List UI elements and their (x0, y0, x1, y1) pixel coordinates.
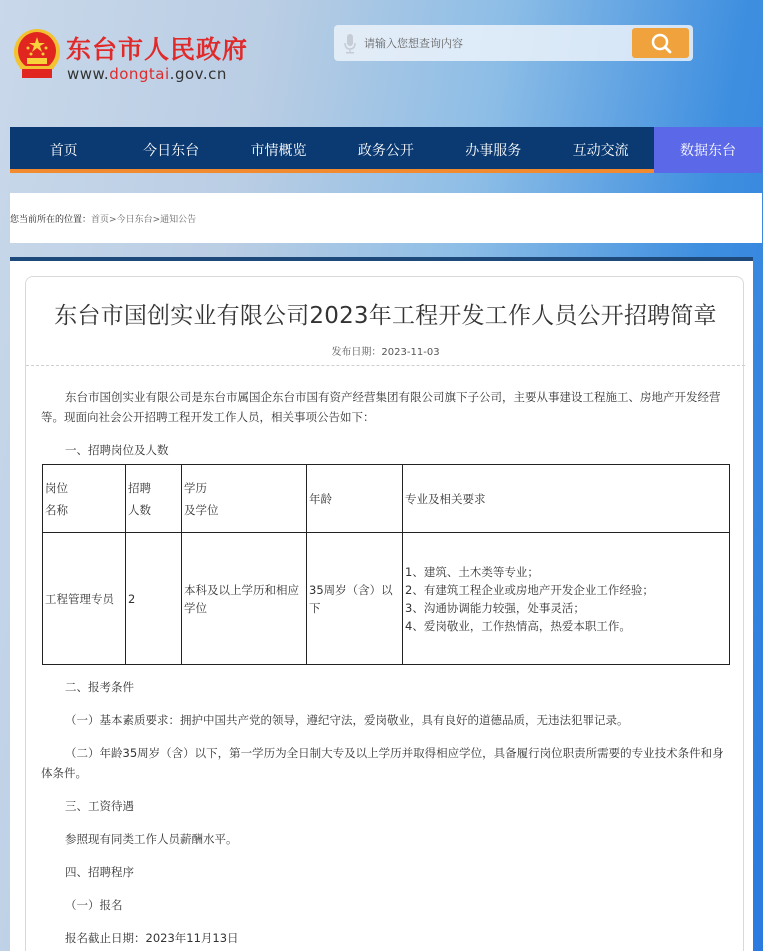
job-table (42, 464, 730, 665)
site-header (0, 0, 763, 127)
cell-education: 本科及以上学历和相应学位 (182, 533, 307, 665)
section-heading: 三、工资待遇 (65, 799, 134, 813)
breadcrumb-sep: > (109, 215, 117, 225)
article-body (41, 387, 731, 951)
condition-paragraph: （二）年龄35周岁（含）以下，第一学历为全日制大专及以上学历并取得相应学位，具备履行岗位职责所需要的专业技术条件和身体条件。 (41, 746, 724, 780)
article-title: 东台市国创实业有限公司2023年工程开发工作人员公开招聘简章 (54, 303, 717, 329)
condition-paragraph: （一）基本素质要求：拥护中国共产党的领导，遵纪守法，爱岗敬业，具有良好的道德品质，无违法犯罪记录。 (65, 713, 629, 727)
search-bar (334, 25, 693, 61)
cell-requirements: 1、建筑、土木类等专业； 2、有建筑工程企业或房地产开发企业工作经验； 3、沟通协调能力较强，处事灵活； 4、爱岗敬业，工作热情高，热爱本职工作。 (403, 533, 730, 665)
national-emblem-icon (12, 28, 62, 82)
intro-paragraph: 东台市国创实业有限公司是东台市属国企东台市国有资产经营集团有限公司旗下子公司，主要从事建设工程施工、房地产开发经营等。现面向社会公开招聘工程开发工作人员，相关事项公告如下： (41, 390, 721, 424)
section-heading: 一、招聘岗位及人数 (65, 443, 169, 457)
site-url (67, 65, 227, 83)
breadcrumb-sep: > (152, 215, 161, 225)
main-nav (10, 127, 762, 173)
url-suffix: .gov.cn (169, 65, 227, 83)
cell-position: 工程管理专员 (43, 533, 126, 665)
cell-count: 2 (126, 533, 182, 665)
nav-item-home[interactable]: 首页 (49, 143, 78, 159)
section-heading: 二、报考条件 (65, 680, 134, 694)
article-body-continued (41, 677, 731, 948)
breadcrumb-today-dongtai[interactable]: 今日东台 (116, 215, 153, 225)
title-divider (26, 365, 745, 366)
breadcrumb-home[interactable]: 首页 (91, 215, 110, 225)
search-icon (650, 32, 672, 54)
publish-date: 发布日期：2023-11-03 (331, 347, 440, 358)
table-header-row (43, 465, 730, 533)
nav-item-interaction[interactable]: 互动交流 (572, 143, 629, 159)
header-cell: 岗位 名称 (43, 465, 126, 533)
header-cell: 专业及相关要求 (403, 465, 730, 533)
search-input[interactable] (364, 25, 624, 61)
header-cell: 招聘 人数 (126, 465, 182, 533)
deadline-paragraph: 报名截止日期：2023年11月13日 (65, 931, 239, 945)
breadcrumb-label: 您当前所在的位置： (10, 215, 92, 225)
url-prefix: www. (67, 65, 110, 83)
search-button[interactable] (632, 28, 689, 58)
cell-age: 35周岁（含）以下 (307, 533, 403, 665)
main-content (10, 257, 753, 951)
nav-item-data-dongtai[interactable]: 数据东台 (654, 127, 761, 173)
header-cell: 年龄 (307, 465, 403, 533)
nav-item-services[interactable]: 办事服务 (465, 143, 522, 159)
nav-item-today-dongtai[interactable]: 今日东台 (143, 143, 200, 159)
nav-item-gov-affairs[interactable]: 政务公开 (357, 143, 414, 159)
article-card (25, 276, 744, 951)
salary-paragraph: 参照现有同类工作人员薪酬水平。 (65, 832, 238, 846)
microphone-icon[interactable] (344, 34, 356, 54)
breadcrumb (10, 193, 762, 243)
subsection-heading: （一）报名 (65, 898, 123, 912)
header-cell: 学历 及学位 (182, 465, 307, 533)
section-heading: 四、招聘程序 (65, 865, 134, 879)
site-title[interactable]: 东台市人民政府 (66, 35, 249, 64)
breadcrumb-notices[interactable]: 通知公告 (160, 215, 197, 225)
nav-item-city-overview[interactable]: 市情概览 (250, 143, 307, 159)
table-row (43, 533, 730, 665)
url-domain: dongtai (109, 65, 170, 83)
